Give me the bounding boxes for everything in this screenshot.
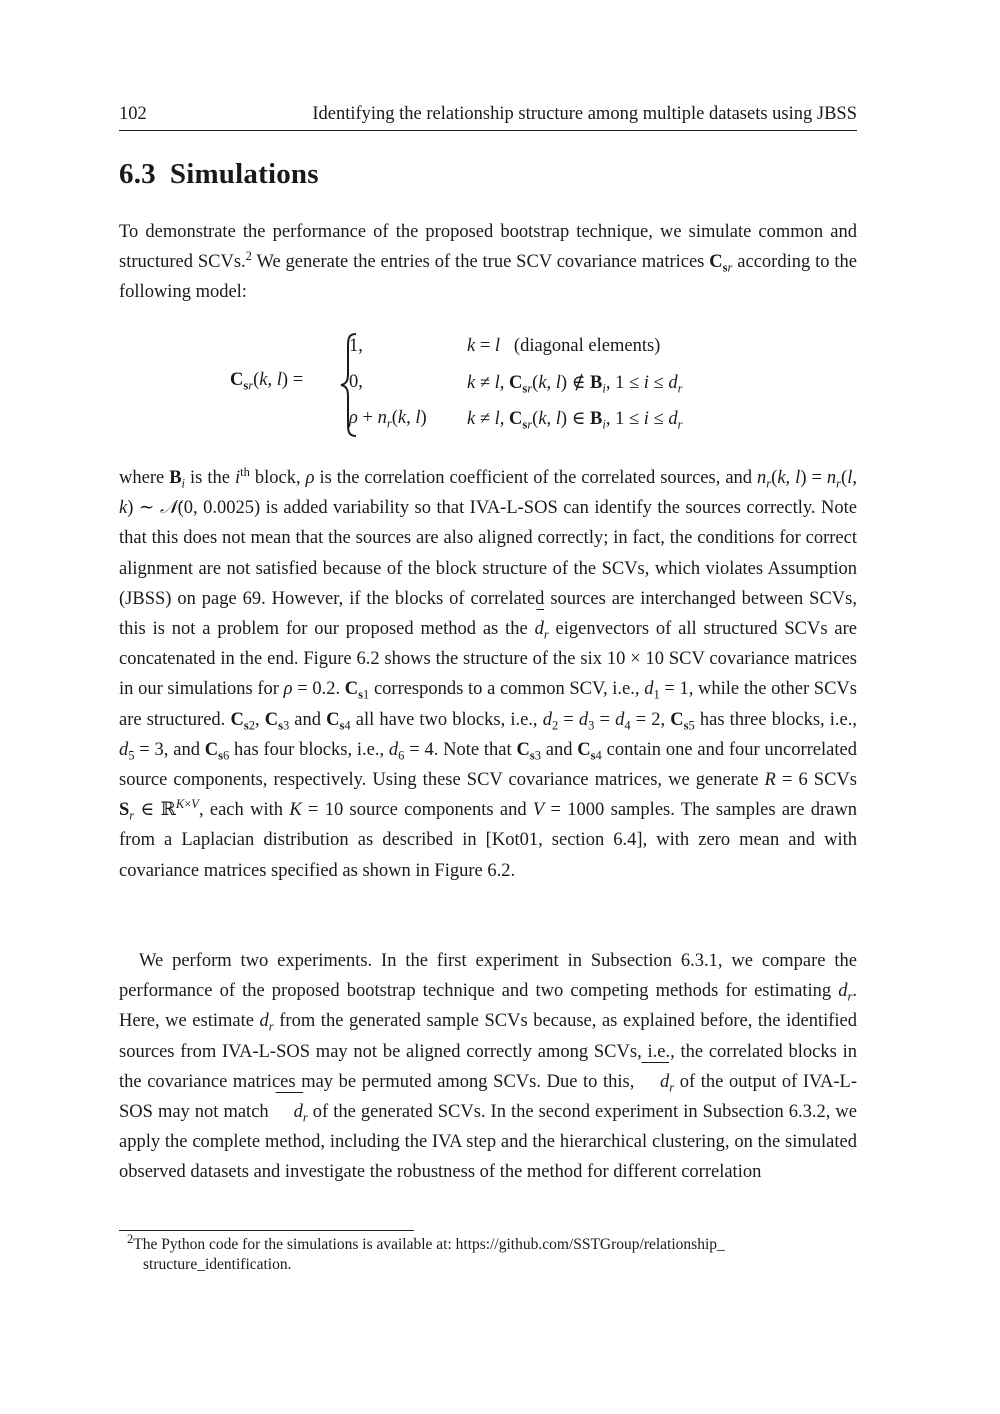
section-number: 6.3 bbox=[119, 158, 156, 190]
footnote-rule bbox=[119, 1230, 414, 1231]
page-number: 102 bbox=[119, 104, 147, 124]
paragraph-model-explanation: where $B_i$ is the $i^{th}$ block, ρ is the correlation coefficient of the correlated sources, and $n_r(k$, $l) = n_r(l$, k) ∼ 𝒩(0, 0.0025) is added variability so that IVA-L-SOS can identify the sources correctly. Note that this does not mean that the sources are also aligned correctly; in fact, the conditions for correct alignment are not satisfied because of the block structure of the SCVs, which violates Assumption (JBSS) on page 69. However, if the blocks of correlated sources are interchanged between SCVs, this is not a problem for our proposed method as the $d_r$ eigenvectors of all structured SCVs are concatenated in the end. Figure 6.2 shows the structure of the six 10 × 10 SCV covariance matrices in our simulations for ρ = 0.2. $C_{s1}$ corresponds to a common SCV, i.e., $d_1 = 1$, while the other SCVs are structured. $C_{s2}$, $C_{s3}$ and $C_{s4}$ all have two blocks, i.e., $d_2 = d_3 = d_4 = 2$, $C_{s5}$ has three blocks, i.e., $d_5 = 3$, and $C_{s6}$ has four blocks, i.e., $d_6 = 4$. Note that $C_{s3}$ and $C_{s4}$ contain one and four uncorrelated source components, respectively. Using these SCV covariance matrices, we generate R = 6 SCVs $S_r$ ∈ ℝ$^{K\times V}$, each with K = 10 source components and V = 1000 samples. The samples are drawn from a Laplacian distribution as described in [Kot01, section 6.4], with zero mean and with covariance matrices specified as shown in Figure 6.2. bbox=[119, 464, 858, 881]
section-heading bbox=[119, 158, 319, 191]
section-title: Simulations bbox=[169, 158, 319, 190]
paragraph-intro: To demonstrate the performance of the proposed bootstrap technique, we simulate common and structured SCVs.$^2$ We generate the entries of the true SCV covariance matrices $C_{sr}$ according to the following model: bbox=[119, 222, 857, 303]
equation-lhs: $C_{sr}(k$, l) = bbox=[230, 370, 304, 393]
footnote-line-2: structure_identification. bbox=[143, 1256, 292, 1273]
footnote-line-1: The Python code for the simulations is available at: https://github.com/SSTGroup/relationship_ bbox=[133, 1236, 725, 1253]
paragraph-experiments: We perform two experiments. In the first experiment in Subsection 6.3.1, we compare the performance of the proposed bootstrap technique and two competing methods for estimating $d_r$. Here, we estimate $d_r$ from the generated sample SCVs because, as explained before, the identified sources from IVA-L-SOS may not be aligned correctly among SCVs, i.e., the correlated blocks in the covariance matrices may be permuted among SCVs. Due to this, $d_r$ of the output of IVA-L-SOS may not match $d_r$ of the generated SCVs. In the second experiment in Subsection 6.3.2, we apply the complete method, including the IVA step and the hierarchical clustering, on the simulated observed datasets and investigate the robustness of the method for different correlation bbox=[119, 951, 857, 1183]
covariance-model-equation: $C_{sr}(k$, l) = 1, k = l (diagonal elements) 0, k ≠ l, $C_{sr}(k$, l) ∉ $B_i$, $1 \le i \le d_r$ $\rho + n_r(k$, l) k ≠ l, $C_{sr}(k$, l) ∈ $B_i$, $1 \le i \le d_r$ bbox=[119, 330, 857, 440]
running-head bbox=[119, 104, 857, 131]
running-title: Identifying the relationship structure among multiple datasets using JBSS bbox=[312, 104, 857, 124]
footnote-marker: 2 bbox=[127, 1231, 134, 1246]
footnote bbox=[127, 1231, 857, 1275]
